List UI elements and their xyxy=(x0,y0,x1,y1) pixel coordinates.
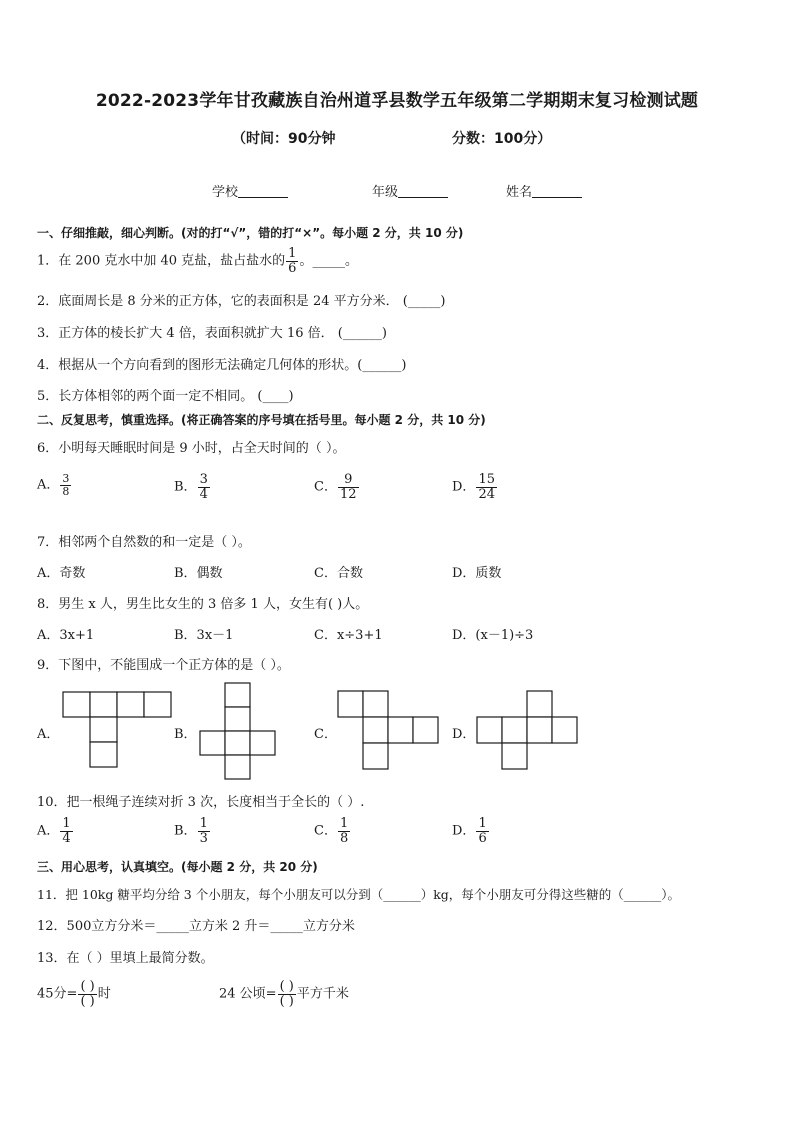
cube-net-a[interactable] xyxy=(63,692,173,772)
question-12: 12．500立方分米＝_____立方米 2 升＝_____立方分米 xyxy=(37,919,355,934)
question-3: 3．正方体的棱长扩大 4 倍，表面积就扩大 16 倍． (______) xyxy=(37,326,387,341)
q13-b-numerator-blank[interactable]: ( ) xyxy=(279,979,294,994)
section-3-heading: 三、用心思考，认真填空。(每小题 2 分，共 20 分) xyxy=(37,860,318,874)
q7-option-d[interactable]: D．质数 xyxy=(452,566,502,581)
q10-option-c-denominator: 8 xyxy=(339,830,349,846)
grade-blank[interactable] xyxy=(398,183,448,198)
q10-option-a-numerator: 1 xyxy=(62,816,71,831)
q9-option-b-label[interactable]: B． xyxy=(174,727,197,742)
q6-option-d[interactable] xyxy=(452,473,498,501)
school-label: 学校 xyxy=(212,185,239,200)
q1-fraction xyxy=(286,247,298,275)
q10-option-b-fraction xyxy=(198,817,210,845)
question-8: 8．男生 x 人，男生比女生的 3 倍多 1 人，女生有( )人。 xyxy=(37,597,369,612)
q13-a-denominator-blank[interactable]: ( ) xyxy=(80,993,95,1009)
name-blank[interactable] xyxy=(532,183,582,198)
q10-option-b-numerator: 1 xyxy=(199,816,208,831)
q9-option-c-label[interactable]: C． xyxy=(314,727,337,742)
q10-option-b-label: B． xyxy=(174,823,197,839)
question-6: 6．小明每天睡眠时间是 9 小时，占全天时间的（ ）。 xyxy=(37,441,346,456)
q9-option-d-label[interactable]: D． xyxy=(452,727,476,742)
grade-field xyxy=(372,181,448,200)
q6-option-b-numerator: 3 xyxy=(199,472,208,487)
question-13: 13．在（ ）里填上最简分数。 xyxy=(37,951,214,966)
question-7: 7．相邻两个自然数的和一定是（ ）。 xyxy=(37,535,251,550)
q10-option-a-denominator: 4 xyxy=(62,830,71,846)
q10-option-d-fraction xyxy=(476,817,488,845)
q10-option-c-label: C． xyxy=(314,823,337,839)
section-1-heading: 一、仔细推敲，细心判断。(对的打“√”，错的打“×”。每小题 2 分，共 10 分) xyxy=(37,226,464,240)
name-label: 姓名 xyxy=(506,185,533,200)
question-5: 5．长方体相邻的两个面一定不相同。 (____) xyxy=(37,389,294,404)
q8-option-b[interactable]: B．3x－1 xyxy=(174,628,234,643)
q8-option-c[interactable]: C．x÷3+1 xyxy=(314,628,383,643)
question-9: 9．下图中，不能围成一个正方体的是（ ）。 xyxy=(37,658,290,673)
q6-option-c-fraction xyxy=(338,473,359,501)
q13-a-fraction[interactable] xyxy=(78,980,96,1008)
q6-option-c-label: C． xyxy=(314,479,337,495)
question-2: 2．底面周长是 8 分米的正方体，它的表面积是 24 平方分米． (_____) xyxy=(37,294,446,309)
q13-item-a xyxy=(37,980,111,1008)
q6-option-a[interactable] xyxy=(37,473,72,497)
q8-option-a[interactable]: A．3x+1 xyxy=(37,628,95,643)
q10-option-b[interactable] xyxy=(174,817,211,845)
q13-a-suffix: 时 xyxy=(97,986,111,1002)
q1-fraction-denominator: 6 xyxy=(288,260,297,276)
exam-time: （时间：90分钟 xyxy=(232,131,336,147)
q6-option-b-fraction xyxy=(198,473,210,501)
section-2-heading: 二、反复思考，慎重选择。(将正确答案的序号填在括号里。每小题 2 分，共 10 分) xyxy=(37,413,486,427)
q13-b-denominator-blank[interactable]: ( ) xyxy=(279,993,294,1009)
exam-score: 分数：100分） xyxy=(452,131,552,147)
question-1 xyxy=(37,247,358,275)
q6-option-c-numerator: 9 xyxy=(344,472,353,487)
q10-option-d-label: D． xyxy=(452,823,476,839)
q1-text: 1．在 200 克水中加 40 克盐，盐占盐水的 xyxy=(37,253,286,269)
cube-net-c[interactable] xyxy=(338,691,440,771)
q6-option-b[interactable] xyxy=(174,473,211,501)
q6-option-b-denominator: 4 xyxy=(199,486,208,502)
q13-b-fraction[interactable] xyxy=(278,980,296,1008)
question-11: 11．把 10kg 糖平均分给 3 个小朋友，每个小朋友可以分到（______）kg，每个小朋友可分得这些糖的（______）。 xyxy=(37,887,681,902)
name-field xyxy=(506,181,582,200)
q7-option-a[interactable]: A．奇数 xyxy=(37,566,86,581)
q10-option-d[interactable] xyxy=(452,817,490,845)
q10-option-b-denominator: 3 xyxy=(199,830,208,846)
q6-option-c-denominator: 12 xyxy=(339,486,357,502)
question-4: 4．根据从一个方向看到的图形无法确定几何体的形状。(______) xyxy=(37,358,407,373)
q13-a-numerator-blank[interactable]: ( ) xyxy=(80,979,95,994)
q6-option-d-label: D． xyxy=(452,479,476,495)
q8-option-d[interactable]: D．(x－1)÷3 xyxy=(452,628,534,643)
q6-option-d-numerator: 15 xyxy=(478,472,495,487)
cube-net-b[interactable] xyxy=(200,683,280,783)
school-blank[interactable] xyxy=(238,183,288,198)
q10-option-c-fraction xyxy=(338,817,350,845)
q1-fraction-numerator: 1 xyxy=(288,246,297,261)
q6-option-a-numerator: 3 xyxy=(62,472,70,485)
school-field xyxy=(212,181,288,200)
q1-tail: 。_____。 xyxy=(299,253,358,269)
grade-label: 年级 xyxy=(372,185,399,200)
q6-option-b-label: B． xyxy=(174,479,197,495)
q6-option-d-denominator: 24 xyxy=(478,486,495,502)
q9-option-a-label[interactable]: A． xyxy=(37,727,60,742)
q6-option-d-fraction xyxy=(476,473,497,501)
q6-option-a-label: A． xyxy=(37,477,60,493)
cube-net-d[interactable] xyxy=(477,691,579,771)
q13-b-prefix: 24 公顷= xyxy=(219,986,277,1002)
q6-option-a-fraction xyxy=(60,473,71,497)
q6-option-a-denominator: 8 xyxy=(62,484,70,498)
q7-option-c[interactable]: C．合数 xyxy=(314,566,363,581)
q10-option-c[interactable] xyxy=(314,817,351,845)
q13-item-b xyxy=(219,980,349,1008)
q10-option-d-numerator: 1 xyxy=(478,816,487,831)
q10-option-a[interactable] xyxy=(37,817,74,845)
q10-option-a-label: A． xyxy=(37,823,60,839)
q10-option-c-numerator: 1 xyxy=(339,816,349,831)
q13-a-prefix: 45分= xyxy=(37,986,78,1002)
q7-option-b[interactable]: B．偶数 xyxy=(174,566,223,581)
question-10: 10．把一根绳子连续对折 3 次，长度相当于全长的（ ）. xyxy=(37,795,365,810)
q10-option-d-denominator: 6 xyxy=(478,830,487,846)
exam-title: 2022-2023学年甘孜藏族自治州道孚县数学五年级第二学期期末复习检测试题 xyxy=(95,91,699,111)
q13-b-suffix: 平方千米 xyxy=(296,986,349,1002)
q10-option-a-fraction xyxy=(60,817,72,845)
q6-option-c[interactable] xyxy=(314,473,360,501)
